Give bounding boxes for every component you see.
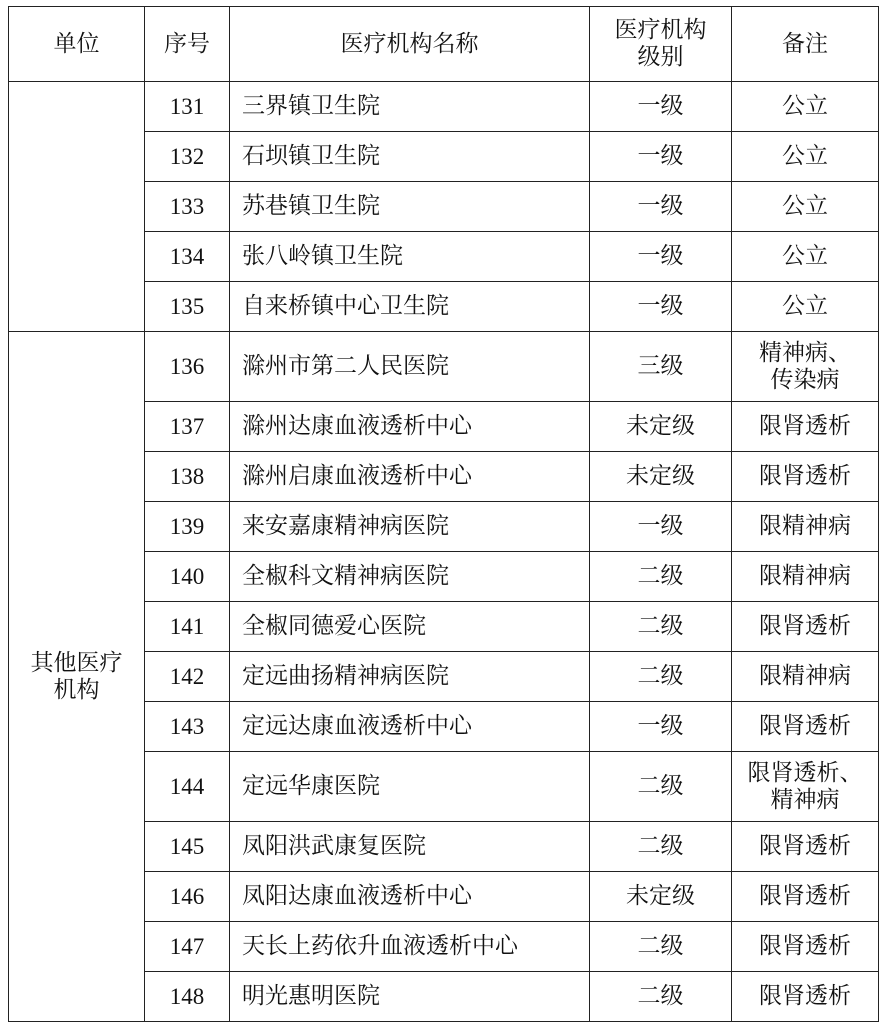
row-no: 144 [145,752,230,822]
row-no: 132 [145,132,230,182]
row-no: 143 [145,702,230,752]
row-note [732,132,879,182]
table-row [9,82,879,132]
row-name: 来安嘉康精神病医院 [230,502,590,552]
institution-table [8,6,879,1022]
header-level-line1: 医疗机构 [614,17,707,43]
row-level: 二级 [590,652,732,702]
row-level: 一级 [590,82,732,132]
header-level [590,7,732,82]
row-no: 138 [145,452,230,502]
row-note-line1: 限精神病 [759,513,851,539]
row-note-line1: 公立 [782,293,828,319]
header-row [9,7,879,82]
row-note [732,402,879,452]
row-name: 三界镇卫生院 [230,82,590,132]
row-no: 147 [145,922,230,972]
row-no: 141 [145,602,230,652]
header-note: 备注 [732,7,879,82]
row-name: 定远华康医院 [230,752,590,822]
row-note-line1: 限肾透析 [759,833,851,859]
header-level-line2: 级别 [637,44,684,70]
row-level: 一级 [590,182,732,232]
row-level: 未定级 [590,872,732,922]
row-note-line1: 限肾透析 [759,713,851,739]
row-note [732,752,879,822]
row-note-line1: 精神病、 [759,339,851,366]
unit-line2: 机构 [53,676,100,703]
row-level: 二级 [590,752,732,822]
row-note-line1: 限肾透析 [759,613,851,639]
row-note [732,282,879,332]
row-level: 未定级 [590,402,732,452]
header-no: 序号 [145,7,230,82]
row-name: 凤阳洪武康复医院 [230,822,590,872]
row-level: 三级 [590,332,732,402]
row-note-line1: 限肾透析、 [747,759,863,786]
row-note-line1: 限肾透析 [759,463,851,489]
row-name: 滁州达康血液透析中心 [230,402,590,452]
row-level: 二级 [590,552,732,602]
row-no: 148 [145,972,230,1022]
row-no: 131 [145,82,230,132]
row-no: 136 [145,332,230,402]
row-level: 未定级 [590,452,732,502]
row-name: 定远达康血液透析中心 [230,702,590,752]
row-note-line1: 限肾透析 [759,413,851,439]
row-name: 天长上药依升血液透析中心 [230,922,590,972]
row-name: 定远曲扬精神病医院 [230,652,590,702]
row-level: 二级 [590,822,732,872]
row-note [732,822,879,872]
row-name: 苏巷镇卫生院 [230,182,590,232]
unit-cell-group-1 [9,82,145,332]
row-level: 一级 [590,132,732,182]
row-name: 滁州市第二人民医院 [230,332,590,402]
row-level: 二级 [590,922,732,972]
row-name: 滁州启康血液透析中心 [230,452,590,502]
row-level: 一级 [590,232,732,282]
header-name: 医疗机构名称 [230,7,590,82]
row-note [732,872,879,922]
row-name: 全椒同德爱心医院 [230,602,590,652]
row-no: 146 [145,872,230,922]
row-level: 一级 [590,702,732,752]
row-note [732,652,879,702]
row-name: 石坝镇卫生院 [230,132,590,182]
row-note [732,922,879,972]
row-note-line1: 公立 [782,243,828,269]
row-no: 133 [145,182,230,232]
row-note-line1: 限精神病 [759,563,851,589]
row-note [732,972,879,1022]
row-no: 142 [145,652,230,702]
row-level: 二级 [590,972,732,1022]
row-name: 全椒科文精神病医院 [230,552,590,602]
table-row [9,332,879,402]
row-note [732,452,879,502]
header-unit: 单位 [9,7,145,82]
row-no: 145 [145,822,230,872]
unit-line1: 其他医疗 [30,649,123,676]
row-note-line2: 传染病 [770,366,840,393]
row-note [732,332,879,402]
row-note [732,82,879,132]
row-note [732,702,879,752]
row-note [732,502,879,552]
row-note-line1: 限肾透析 [759,883,851,909]
row-name: 明光惠明医院 [230,972,590,1022]
unit-cell-group-2 [9,332,145,1022]
row-note [732,602,879,652]
row-name: 张八岭镇卫生院 [230,232,590,282]
row-note-line1: 限精神病 [759,663,851,689]
row-note [732,232,879,282]
row-level: 一级 [590,502,732,552]
row-note-line1: 限肾透析 [759,983,851,1009]
row-no: 140 [145,552,230,602]
row-note-line1: 公立 [782,93,828,119]
row-no: 139 [145,502,230,552]
row-name: 自来桥镇中心卫生院 [230,282,590,332]
row-no: 135 [145,282,230,332]
row-level: 一级 [590,282,732,332]
row-note [732,552,879,602]
row-no: 134 [145,232,230,282]
row-note-line1: 限肾透析 [759,933,851,959]
row-level: 二级 [590,602,732,652]
row-note-line1: 公立 [782,193,828,219]
row-name: 凤阳达康血液透析中心 [230,872,590,922]
row-note-line2: 精神病 [770,786,840,813]
row-no: 137 [145,402,230,452]
row-note-line1: 公立 [782,143,828,169]
row-note [732,182,879,232]
